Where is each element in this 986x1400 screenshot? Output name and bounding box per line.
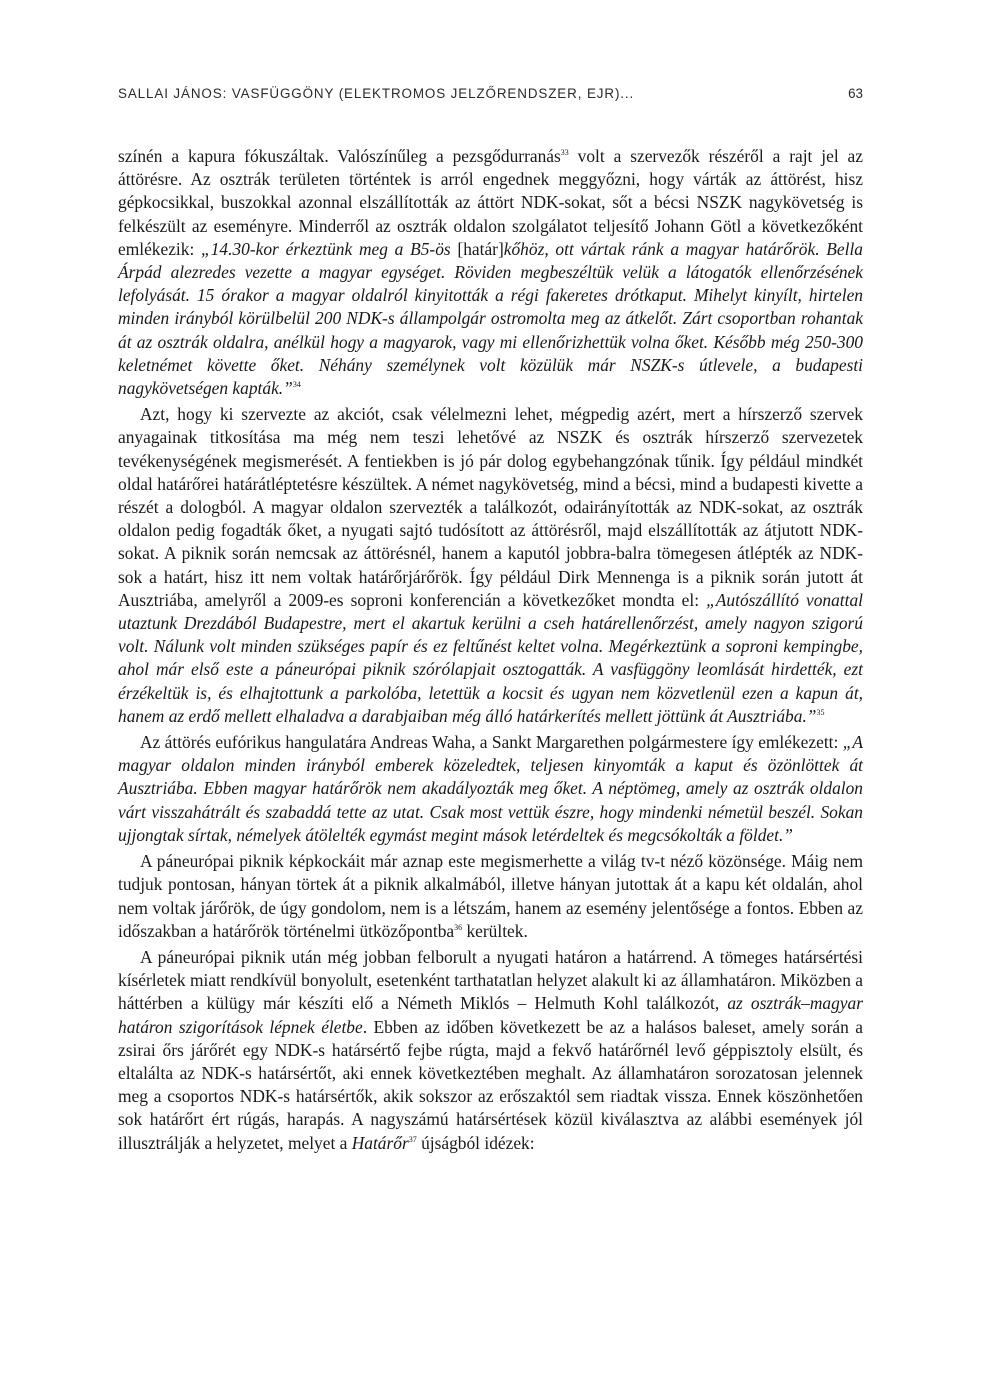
text-run: A páneurópai piknik képkockáit már aznap este megismerhette a világ tv-t néző közönsége. Máig nem tudjuk pontosan, hányan törtek át a piknik alkalmából, illetve hányan jutottak át a kapu két oldalán, ahol nem voltak járőrök, de úgy gondolom, nem is a létszám, hanem az esemény jelentősége a fontos. Ebben az időszakban a határőrök történelmi ütközőpontba <box>118 851 863 941</box>
running-head: SALLAI JÁNOS: VASFÜGGÖNY (ELEKTROMOS JELZŐRENDSZER, EJR)... <box>118 86 635 101</box>
text-run: volt a szervezők részéről a rajt jel az áttörésre. Az osztrák területen történtek is arról engednek meggyőzni, hogy várták az áttörést, hisz gépkocsikkal, buszokkal azonnal elszállították az áttört NDK-sokat, sőt a bécsi NSZK nagykövetség is felkészült az eseményre. Minderről az osztrák oldalon szolgálatot teljesítő Johann Götl a következőként emlékezik: <box>118 146 863 259</box>
paragraph <box>118 946 863 1155</box>
page-number: 63 <box>848 86 863 101</box>
body-text <box>118 145 863 1155</box>
italic-quote: Határőr <box>351 1132 409 1153</box>
italic-quote: „14.30-kor érkeztünk meg a B5-ös <box>201 238 458 259</box>
footnote-ref: 36 <box>454 922 463 932</box>
italic-quote: „A magyar oldalon minden irányból emberek közeledtek, teljesen kinyomták a kaput és özönlöttek át Ausztriába. Ebben magyar határőrök nem akadályozták meg őket. A néptömeg, amely az osztrák oldalon várt visszahátrált és szabaddá tette az utat. Csak most vettük észre, hogy mindenki németül beszél. Sokan ujjongtak sírtak, némelyek átölelték egymást megint mások letérdeltek és megcsókolták a földet.” <box>118 732 863 845</box>
italic-quote: az osztrák–magyar határon szigorítások lépnek életbe <box>118 993 863 1037</box>
footnote-ref: 33 <box>560 148 569 157</box>
paragraph <box>118 731 863 847</box>
footnote-ref: 37 <box>408 1134 417 1144</box>
paragraph <box>118 145 863 400</box>
paragraph <box>118 850 863 943</box>
italic-quote: kőhöz, ott vártak ránk a magyar határőrök. Bella Árpád alezredes vezette a magyar egységet. Röviden megbeszéltük velük a látogatók ellenőrzésének lefolyását. 15 órakor a magyar oldalról kinyitották a régi fakeretes drótkaput. Mihelyt kinyílt, hirtelen minden irányból körülbelül 200 NDK-s állampolgár ostromolta meg az átkelőt. Zárt csoportban rohantak át az osztrák oldalra, anélkül hogy a magyarok, vagy mi ellenőrizhettük volna őket. Később még 250-300 keletnémet követte őket. Néhány személynek volt közülük már NSZK-s útlevele, a budapesti nagykövetségen kapták.” <box>118 238 863 399</box>
page-header <box>118 86 863 106</box>
text-run: Azt, hogy ki szervezte az akciót, csak vélelmezni lehet, mégpedig azért, mert a hírszerző szervek anyagainak titkosítása ma még nem teszi lehetővé az NSZK és osztrák hírszerző szervezetek tevékenységének megismerését. A fentiekben is jó pár dolog egybehangzónak tűnik. Így például mindkét oldal határőrei határátléptetésre készültek. A német nagykövetség, mind a bécsi, mind a budapesti kivette a részét a dologból. A magyar oldalon szervezték a találkozót, odairányították az NDK-sokat, az osztrák oldalon pedig fogadták őket, a nyugati sajtó tudósított az áttörésről, majd elszállították az átjutott NDK-sokat. A piknik során nemcsak az áttörésnél, hanem a kaputól jobbra-balra tömegesen átlépték az NDK-sok a határt, hisz itt nem voltak határőrjárőrök. Így például Dirk Mennenga is a piknik során jutott át Ausztriába, amelyről a 2009-es soproni konferencián a következőket mondta el: <box>118 404 863 610</box>
text-run: A páneurópai piknik után még jobban felborult a nyugati határon a határrend. A tömeges határsértési kísérletek miatt rendkívül bonyolult, esetenként tarthatatlan helyzet alakult ki az államhatáron. Miközben a háttérben a külügy már készíti elő a Németh Miklós – Helmuth Kohl találkozót, <box>118 946 863 1014</box>
paragraph <box>118 403 863 728</box>
text-run: Az áttörés eufórikus hangulatára Andreas Waha, a Sankt Margarethen polgármestere így emlékezett: <box>140 732 843 753</box>
text-run: újságból idézek: <box>416 1132 535 1153</box>
text-run: kerültek. <box>462 920 528 941</box>
text-run: [határ] <box>457 238 504 259</box>
footnote-ref: 35 <box>816 707 825 717</box>
text-run: . Ebben az időben következett be az a halásos baleset, amely során a zsirai őrs járőrét egy NDK-s határsértő fejbe rúgta, majd a fekvő határőrnél levő géppisztoly elsült, és eltalálta az NDK-s határsértőt, aki ennek következtében meghalt. Az államhatáron sorozatosan jelennek meg a csoportos NDK-s határsértők, akik sokszor az erőszaktól sem riadtak vissza. Ennek köszönhetően sok határőrt ért rúgás, harapás. A nagyszámú határsértések közül kiválasztva az alábbi események jól illusztrálják a helyzetet, melyet a <box>118 1016 863 1153</box>
text-run: színén a kapura fókuszáltak. Valószínűleg a pezsgődurranás <box>118 146 561 166</box>
footnote-ref: 34 <box>292 380 301 390</box>
italic-quote: „Autószállító vonattal utaztunk Drezdából Budapestre, mert el akartuk kerülni a cseh határellenőrzést, amely nagyon szigorú volt. Nálunk volt minden szükséges papír és ez feltűnést keltet volna. Megérkeztünk a soproni kempingbe, ahol már első este a páneurópai piknik szórólapjait osztogatták. A vasfüggöny leomlását hirdették, ezt érzékeltük is, és elhajtottunk a parkolóba, letettük a kocsit és ugyan nem közvetlenül ezen a kapun át, hanem az erdő mellett elhaladva a darabjaiban még álló határkerítés mellett jöttünk át Ausztriába.” <box>118 589 863 726</box>
